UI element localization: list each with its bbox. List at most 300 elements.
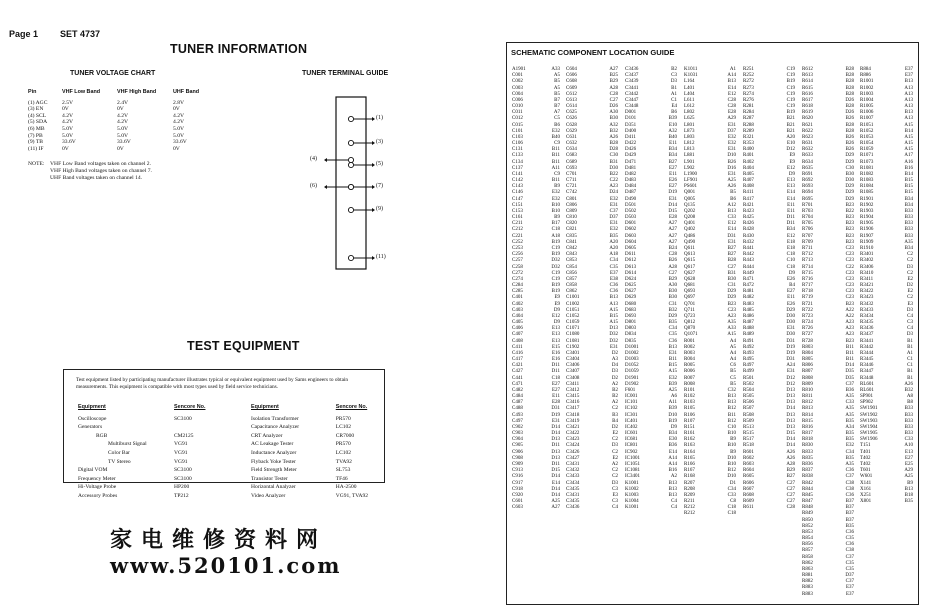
component-ref: R3436 xyxy=(860,326,874,332)
component-location: B32 xyxy=(609,128,618,134)
equipment-row xyxy=(78,424,238,431)
component-ref: D471 xyxy=(625,159,637,165)
component-location: D9 xyxy=(553,307,560,313)
component-location: B10 xyxy=(727,462,736,467)
component-location: A29 xyxy=(727,116,736,122)
component-ref: SW1901 xyxy=(860,406,878,412)
component-location: D1 xyxy=(729,480,736,486)
component-location: C19 xyxy=(551,276,560,282)
component-location: B19 xyxy=(551,252,560,258)
component-location: C36 xyxy=(845,492,854,498)
component-ref: R284 xyxy=(743,110,754,116)
equipment-name: Multiburst Signal xyxy=(108,441,147,448)
component-location: C2 xyxy=(612,449,618,455)
component-ref: C001 xyxy=(512,73,523,79)
component-location: B19 xyxy=(668,418,677,424)
component-location: D3 xyxy=(611,443,618,449)
component-location: E38 xyxy=(609,276,618,282)
component-location: B40 xyxy=(551,134,560,140)
equipment-row xyxy=(78,493,238,500)
component-location: B34 xyxy=(904,245,913,251)
component-ref: R288 xyxy=(743,122,754,128)
component-ref: R107 xyxy=(684,418,695,424)
component-ref: L801 xyxy=(684,122,695,128)
component-location: A26 xyxy=(904,381,913,387)
component-location: B15 xyxy=(904,178,913,184)
component-location: A13 xyxy=(904,104,913,110)
component-location: D12 xyxy=(786,375,795,381)
component-location: E28 xyxy=(727,110,736,116)
component-ref: R692 xyxy=(802,178,813,184)
component-location: C3 xyxy=(907,320,913,326)
component-location: D14 xyxy=(786,443,795,449)
voltage-row xyxy=(28,106,213,113)
component-ref: R634 xyxy=(802,159,813,165)
component-ref: D624 xyxy=(625,276,637,282)
pin-arrow xyxy=(324,158,327,162)
component-ref: R830 xyxy=(802,443,813,449)
component-ref: C3422 xyxy=(566,431,580,437)
component-ref: X161 xyxy=(860,486,872,492)
component-ref: C252 xyxy=(512,239,523,245)
component-ref: K1031 xyxy=(684,73,698,79)
component-ref: C285 xyxy=(512,289,523,295)
component-location: B14 xyxy=(904,171,913,177)
component-ref: R1004 xyxy=(860,97,874,103)
component-ref: R3441 xyxy=(860,338,874,344)
component-ref: R1902 xyxy=(860,202,874,208)
component-location: A22 xyxy=(845,313,854,319)
component-location: B9 xyxy=(730,449,736,455)
component-location: D29 xyxy=(845,184,854,190)
component-ref: D426 xyxy=(625,147,637,153)
voltage-cell: 5.0V xyxy=(62,125,74,132)
component-ref: R517 xyxy=(743,437,754,443)
component-location: C27 xyxy=(609,97,618,103)
equipment-row xyxy=(251,484,382,491)
component-location: B28 xyxy=(845,85,854,91)
component-ref: C913 xyxy=(512,468,523,474)
component-ref: C408 xyxy=(512,338,523,344)
component-location: C37 xyxy=(845,579,854,585)
component-location: D16 xyxy=(727,165,736,171)
component-ref: R724 xyxy=(802,320,813,326)
component-location: E32 xyxy=(845,443,854,449)
component-location: C23 xyxy=(845,283,854,289)
component-ref: C137 xyxy=(512,165,523,171)
component-ref: C853 xyxy=(566,258,577,264)
component-ref: L803 xyxy=(684,134,695,140)
component-location: A20 xyxy=(786,134,795,140)
component-location: B21 xyxy=(786,122,795,128)
component-location: B15 xyxy=(609,313,618,319)
component-ref: D601 xyxy=(625,221,637,227)
component-location: C23 xyxy=(845,276,854,282)
component-ref: C908 xyxy=(512,455,523,461)
component-ref: R717 xyxy=(802,283,813,289)
component-location: D35 xyxy=(845,369,854,375)
component-entry xyxy=(743,505,795,511)
component-location: B23 xyxy=(845,338,854,344)
component-ref: SW1903 xyxy=(860,418,878,424)
component-location: C27 xyxy=(786,499,795,505)
component-ref: R421 xyxy=(743,202,754,208)
component-location: C33 xyxy=(904,437,913,443)
component-location: D14 xyxy=(551,431,560,437)
component-ref: R509 xyxy=(743,418,754,424)
component-location: E15 xyxy=(551,344,560,350)
component-location: B9 xyxy=(554,215,560,221)
component-location: B9 xyxy=(554,184,560,190)
component-location: A15 xyxy=(904,141,913,147)
component-location: D3 xyxy=(670,79,677,85)
component-location: E3 xyxy=(907,301,913,307)
component-location: E27 xyxy=(551,387,560,393)
watermark-url: www.520101.com xyxy=(110,553,342,578)
component-location: B35 xyxy=(845,455,854,461)
component-location: A15 xyxy=(668,369,677,375)
component-ref: K1011 xyxy=(684,67,698,72)
component-ref: L813 xyxy=(684,147,695,153)
component-ref: C417 xyxy=(512,357,523,363)
component-ref: Q701 xyxy=(684,301,696,307)
component-ref: D101 xyxy=(625,116,637,122)
component-ref: R3411 xyxy=(860,276,874,282)
component-ref: C3408 xyxy=(566,375,580,381)
component-location: A27 xyxy=(668,233,677,239)
component-ref: LF901 xyxy=(684,178,698,184)
component-ref: C441 xyxy=(512,375,523,381)
component-ref: C1080 xyxy=(566,332,580,338)
component-ref: R613 xyxy=(802,73,813,79)
component-location: A15 xyxy=(609,320,618,326)
component-ref: C858 xyxy=(566,283,577,289)
component-ref: R105 xyxy=(684,406,695,412)
component-ref: D693 xyxy=(625,313,637,319)
component-location: B33 xyxy=(904,412,913,418)
component-ref: C142 xyxy=(512,178,523,184)
component-ref: IC401 xyxy=(625,418,638,424)
component-ref: R622 xyxy=(802,128,813,134)
component-location: C23 xyxy=(845,295,854,301)
component-ref: Q870 xyxy=(684,326,696,332)
component-location: C32 xyxy=(727,387,736,393)
component-ref: C3419 xyxy=(566,418,580,424)
component-ref: Q617 xyxy=(684,264,696,270)
component-location: B15 xyxy=(668,363,677,369)
component-ref: R719 xyxy=(802,295,813,301)
component-ref: C820 xyxy=(566,221,577,227)
component-ref: R1059 xyxy=(860,147,874,153)
component-ref: R3435 xyxy=(860,320,874,326)
component-ref: Q723 xyxy=(684,313,696,319)
component-location: B35 xyxy=(845,523,854,529)
component-location: D13 xyxy=(609,326,618,332)
component-location: B27 xyxy=(727,252,736,258)
component-location: C35 xyxy=(668,332,677,338)
component-ref: C3441 xyxy=(625,85,639,91)
sencore-number: PR570 xyxy=(335,441,351,448)
component-ref: R3433 xyxy=(860,307,874,313)
component-location: B28 xyxy=(845,79,854,85)
component-ref: C625 xyxy=(566,110,577,116)
component-location: A23 xyxy=(727,313,736,319)
component-ref: R621 xyxy=(802,122,813,128)
component-ref: C002 xyxy=(512,79,523,85)
component-location: C19 xyxy=(786,73,795,79)
component-ref: R212 xyxy=(684,511,695,517)
component-location: D2 xyxy=(611,350,618,356)
equipment-row xyxy=(251,493,382,500)
component-location: B37 xyxy=(845,505,854,511)
component-ref: R151 xyxy=(684,424,695,430)
component-ref: R1051 xyxy=(860,122,874,128)
component-location: B16 xyxy=(904,165,913,171)
component-location: D2 xyxy=(611,424,618,430)
voltage-cell: 4.2V xyxy=(173,112,185,119)
component-location: A14 xyxy=(727,73,736,79)
component-location: C28 xyxy=(609,91,618,97)
component-location: C27 xyxy=(727,264,736,270)
component-ref: X251 xyxy=(860,492,872,498)
voltage-cell: 4.2V xyxy=(62,112,74,119)
component-location: C35 xyxy=(845,566,854,572)
component-location: B21 xyxy=(786,116,795,122)
voltage-cell: 2.8V xyxy=(173,99,185,106)
pin-arrow xyxy=(372,208,375,212)
sencore-number: CR7000 xyxy=(335,432,355,439)
component-location: C23 xyxy=(845,245,854,251)
component-ref: IC601 xyxy=(625,431,638,437)
component-ref: R883 xyxy=(802,591,813,597)
component-ref: R504 xyxy=(743,387,754,393)
voltage-row xyxy=(28,133,213,140)
component-ref: D683 xyxy=(625,307,637,313)
component-ref: R449 xyxy=(743,270,754,276)
component-location: D26 xyxy=(845,97,854,103)
component-location: C36 xyxy=(668,338,677,344)
component-location: E14 xyxy=(551,480,560,486)
component-ref: L611 xyxy=(684,97,695,103)
voltage-cell: 33.6V xyxy=(62,139,76,146)
schematic-column xyxy=(566,67,618,511)
equipment-name: Oscilloscope xyxy=(78,415,107,422)
component-ref: R691 xyxy=(802,171,813,177)
component-ref: R1910 xyxy=(860,245,874,251)
component-location: A12 xyxy=(727,202,736,208)
component-location: B2 xyxy=(671,67,677,72)
component-location: B23 xyxy=(845,239,854,245)
component-ref: C606 xyxy=(566,73,577,79)
pin-cell: (5) SDA xyxy=(28,119,48,126)
component-location: B5 xyxy=(554,91,560,97)
component-ref: R417 xyxy=(743,196,754,202)
component-ref: R1053 xyxy=(860,134,874,140)
component-location: C34 xyxy=(668,326,677,332)
component-ref: C151 xyxy=(512,202,523,208)
component-ref: C221 xyxy=(512,233,523,239)
component-location: C10 xyxy=(727,424,736,430)
component-location: D29 xyxy=(668,313,677,319)
voltage-cell: 5.0V xyxy=(117,125,129,132)
component-ref: C134 xyxy=(512,159,523,165)
component-location: B13 xyxy=(904,110,913,116)
component-location: B16 xyxy=(668,468,677,474)
component-location: B13 xyxy=(668,492,677,498)
component-location: E12 xyxy=(551,313,560,319)
component-ref: D422 xyxy=(625,141,637,147)
component-ref: T151 xyxy=(860,443,871,449)
component-ref: R3406 xyxy=(860,264,874,270)
component-location: A13 xyxy=(904,116,913,122)
component-ref: D625 xyxy=(625,283,637,289)
pin-hole xyxy=(348,116,353,121)
component-ref: R488 xyxy=(743,326,754,332)
equipment-row xyxy=(251,467,382,474)
component-location: B32 xyxy=(668,307,677,313)
component-location: C33 xyxy=(845,400,854,406)
component-ref: C406 xyxy=(512,326,523,332)
component-location: A25 xyxy=(668,387,677,393)
schematic-column xyxy=(860,67,913,505)
component-location: C2 xyxy=(612,437,618,443)
component-location: C2 xyxy=(612,406,618,412)
component-location: A33 xyxy=(551,67,560,72)
component-ref: D1002 xyxy=(625,350,639,356)
component-location: E31 xyxy=(727,171,736,177)
equipment-name: Capacitance Analyzer xyxy=(251,424,300,431)
component-location: A32 xyxy=(609,122,618,128)
component-location: A24 xyxy=(786,363,795,369)
component-location: B23 xyxy=(845,215,854,221)
component-location: E32 xyxy=(668,375,677,381)
component-location: B33 xyxy=(904,418,913,424)
sencore-number: HA-2500 xyxy=(335,484,357,491)
component-ref: C810 xyxy=(566,215,577,221)
component-ref: C141 xyxy=(512,171,523,177)
component-location: E13 xyxy=(551,338,560,344)
equipment-row xyxy=(78,416,238,423)
component-ref: C131 xyxy=(512,147,523,153)
voltage-row xyxy=(28,146,213,153)
component-ref: C012 xyxy=(512,116,523,122)
equipment-row xyxy=(78,441,238,448)
component-location: B5 xyxy=(554,79,560,85)
component-location: E31 xyxy=(727,122,736,128)
schematic-column xyxy=(802,67,854,598)
voltage-row xyxy=(28,100,213,107)
component-ref: R712 xyxy=(802,252,813,258)
component-location: E31 xyxy=(727,147,736,153)
component-ref: R1082 xyxy=(860,171,874,177)
component-location: C33 xyxy=(727,215,736,221)
component-ref: R101 xyxy=(684,387,695,393)
component-location: C2 xyxy=(612,468,618,474)
component-location: E13 xyxy=(786,178,795,184)
component-ref: C3401 xyxy=(566,350,580,356)
component-location: E28 xyxy=(551,400,560,406)
component-ref: R518 xyxy=(743,443,754,449)
component-location: A35 xyxy=(845,462,854,467)
component-location: C6 xyxy=(730,363,736,369)
component-location: C4 xyxy=(612,505,618,511)
component-ref: Q486 xyxy=(684,233,696,239)
equipment-row xyxy=(251,450,382,457)
component-location: A25 xyxy=(904,474,913,480)
component-ref: R612 xyxy=(802,67,813,72)
component-ref: R722 xyxy=(802,307,813,313)
component-location: A1 xyxy=(906,350,913,356)
component-location: B23 xyxy=(845,227,854,233)
component-ref: C284 xyxy=(512,283,523,289)
component-ref: R428 xyxy=(743,227,754,233)
component-location: B30 xyxy=(609,116,618,122)
component-ref: R816 xyxy=(802,424,813,430)
component-location: B28 xyxy=(727,258,736,264)
component-ref: Q812 xyxy=(684,320,696,326)
component-location: E10 xyxy=(668,122,677,128)
component-ref: R166 xyxy=(684,462,695,467)
component-location: C31 xyxy=(668,301,677,307)
component-ref: R1003 xyxy=(860,91,874,97)
sencore-number: LC102 xyxy=(335,424,352,431)
component-location: C18 xyxy=(551,227,560,233)
component-ref: R3423 xyxy=(860,295,874,301)
component-ref: IC402 xyxy=(625,424,638,430)
component-location: B23 xyxy=(845,221,854,227)
component-ref: R212 xyxy=(684,505,695,511)
component-ref: R499 xyxy=(743,369,754,375)
component-ref: R487 xyxy=(743,320,754,326)
component-location: B13 xyxy=(727,79,736,85)
component-ref: C256 xyxy=(512,252,523,258)
component-ref: R405 xyxy=(743,171,754,177)
component-location: B12 xyxy=(727,418,736,424)
component-location: B40 xyxy=(668,134,677,140)
component-ref: R721 xyxy=(802,301,813,307)
component-location: A27 xyxy=(609,67,618,72)
component-ref: R1081 xyxy=(860,165,874,171)
component-location: C27 xyxy=(668,270,677,276)
component-location: C36 xyxy=(609,283,618,289)
component-location: C19 xyxy=(786,85,795,91)
component-ref: R607 xyxy=(743,486,754,492)
component-ref: Q697 xyxy=(684,295,696,301)
component-ref: C488 xyxy=(512,406,523,412)
component-ref: R208 xyxy=(684,486,695,492)
component-ref: C404 xyxy=(512,313,523,319)
component-location: A13 xyxy=(904,97,913,103)
component-location: D19 xyxy=(786,344,795,350)
component-ref: R817 xyxy=(802,431,813,437)
component-ref: C3407 xyxy=(566,369,580,375)
component-location: C9 xyxy=(554,171,560,177)
component-ref: R694 xyxy=(802,190,813,196)
component-ref: R711 xyxy=(802,245,813,251)
component-location: B13 xyxy=(727,208,736,214)
component-location: B19 xyxy=(786,110,795,116)
component-location: E18 xyxy=(786,245,795,251)
component-ref: R812 xyxy=(802,400,813,406)
component-location: E31 xyxy=(727,239,736,245)
component-ref: R1002 xyxy=(860,85,874,91)
component-location: D32 xyxy=(551,264,560,270)
component-location: C37 xyxy=(845,381,854,387)
component-ref: D429 xyxy=(625,153,637,159)
schematic-column xyxy=(684,67,736,518)
component-location: D11 xyxy=(551,363,560,369)
schematic-column xyxy=(743,67,795,511)
